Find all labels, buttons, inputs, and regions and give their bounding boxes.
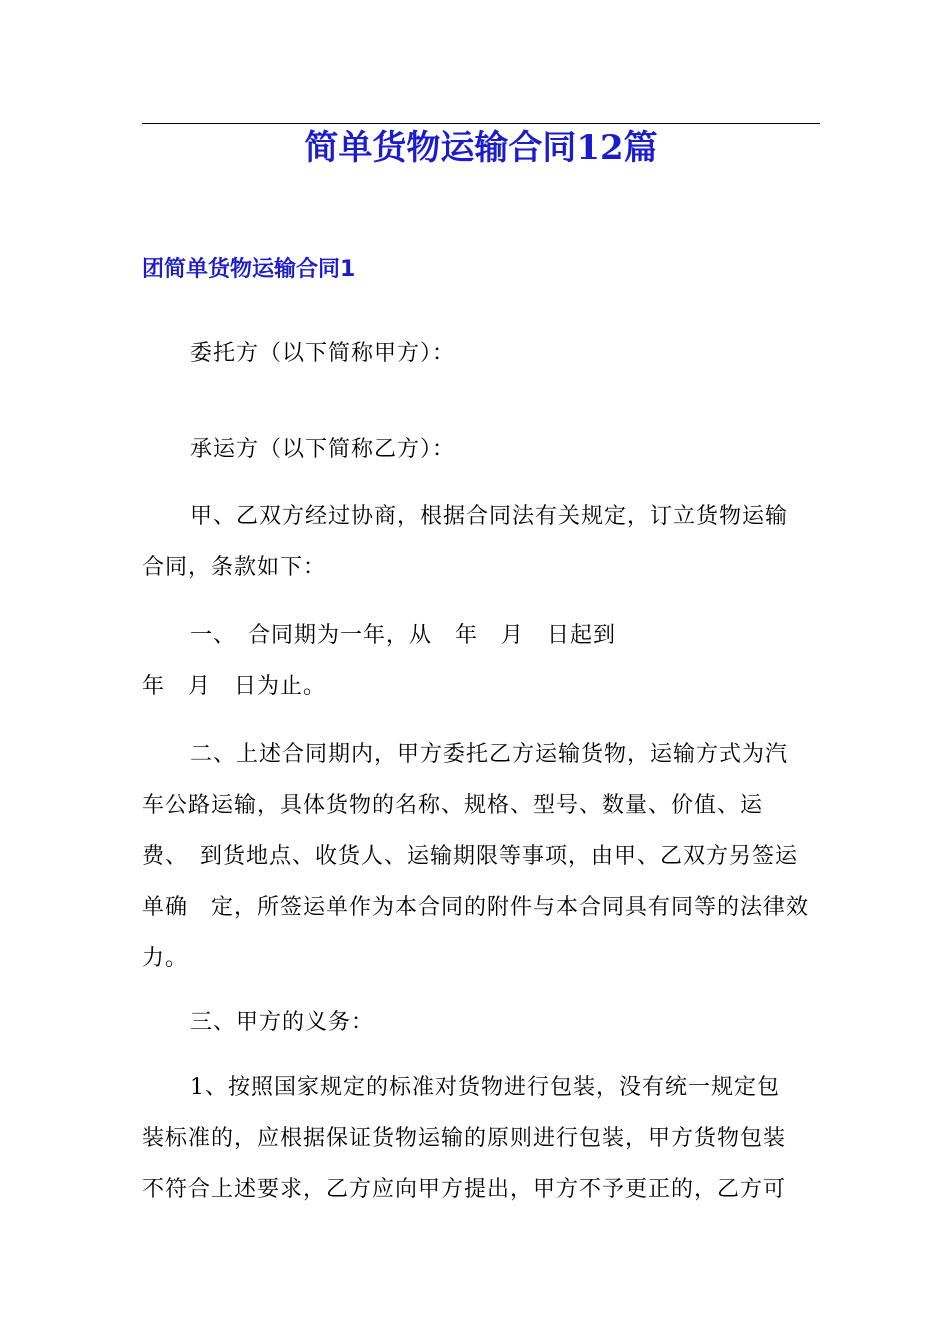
paragraph-term (142, 610, 822, 712)
paragraph-line: 装标准的，应根据保证货物运输的原则进行包装，甲方货物包装 (142, 1126, 787, 1151)
paragraph-line: 甲、乙双方经过协商，根据合同法有关规定，订立货物运输 (190, 504, 789, 529)
paragraph-line: 单确 定，所签运单作为本合同的附件与本合同具有同等的法律效 (142, 895, 810, 920)
paragraph-line: 车公路运输，具体货物的名称、规格、型号、数量、价值、运 (142, 793, 764, 818)
paragraph-line: 三、甲方的义务： (190, 1010, 375, 1035)
paragraph-line: 力。 (142, 946, 189, 971)
paragraph-preamble (142, 491, 822, 593)
paragraph-line: 委托方（以下简称甲方）： (190, 341, 456, 366)
paragraph-line: 不符合上述要求，乙方应向甲方提出，甲方不予更正的，乙方可 (142, 1177, 787, 1202)
section-heading: 团简单货物运输合同1 (142, 257, 356, 282)
paragraph-line: 费、 到货地点、收货人、运输期限等事项，由甲、乙双方另签运 (142, 844, 799, 869)
paragraph-line: 二、上述合同期内，甲方委托乙方运输货物，运输方式为汽 (190, 742, 789, 767)
paragraph-line: 年 月 日为止。 (142, 674, 327, 699)
paragraph-packaging (142, 1062, 822, 1215)
paragraph-line: 一、 合同期为一年，从 年 月 日起到 (190, 623, 617, 648)
paragraph-client (142, 328, 822, 379)
document-title: 简单货物运输合同12篇 (304, 128, 658, 168)
paragraph-line: 1、按照国家规定的标准对货物进行包装，没有统一规定包 (190, 1075, 780, 1100)
paragraph-line: 承运方（以下简称乙方）： (190, 437, 456, 462)
paragraph-scope (142, 729, 822, 984)
paragraph-line: 合同，条款如下： (142, 555, 327, 580)
paragraph-party-a-duties (142, 997, 822, 1048)
paragraph-carrier (142, 424, 822, 475)
